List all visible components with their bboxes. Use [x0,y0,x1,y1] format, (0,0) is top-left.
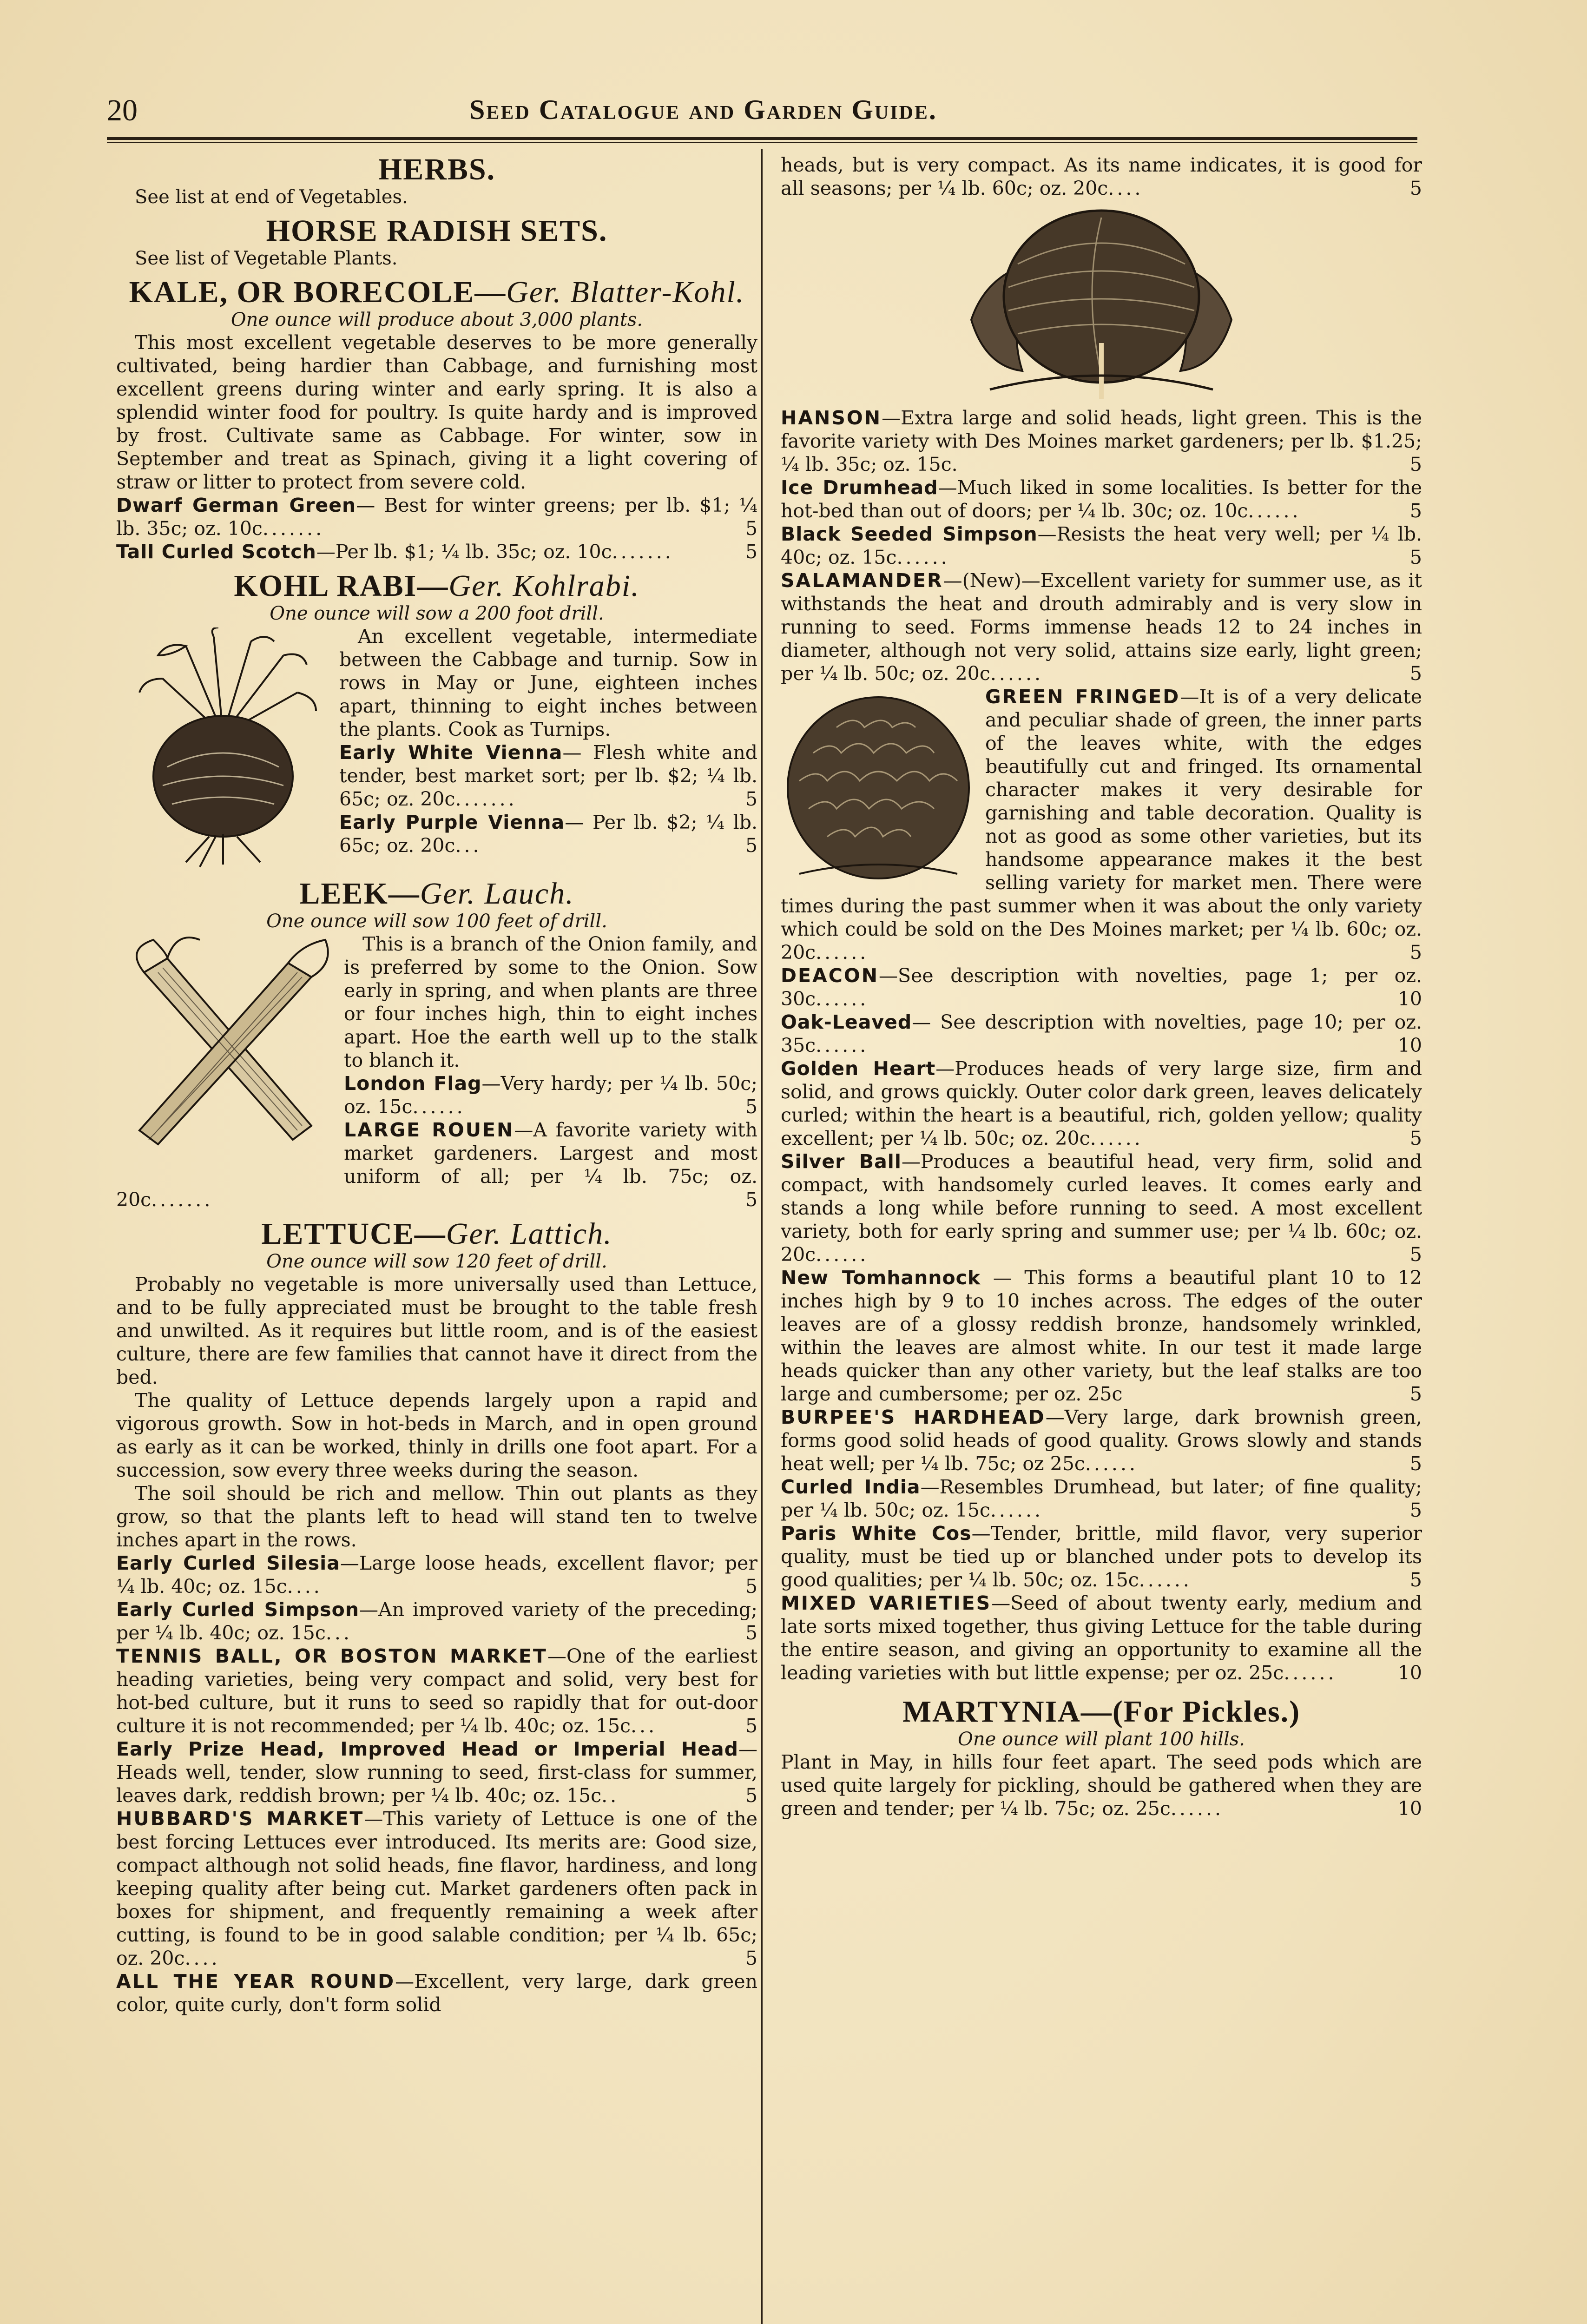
variety-text: —Produces a beautiful head, very firm, solid and compact, with handsomely curled leaves. It comes early and stands a long while before running to seed. A most excellent variety, both for early spring and summer use; per ¼ lb. 60c; oz. 20c [781,1150,1422,1266]
variety-name: Ice Drumhead [781,476,938,499]
kale-heading [116,276,757,309]
martynia-description: Plant in May, in hills four feet apart. The seed pods which are used quite largely for pickling, should be gathered when they are green and tender; per ¼ lb. 75c; oz. 25c...... 10 [781,1751,1422,1820]
variety-price: 10 [1397,988,1422,1010]
variety-price: 5 [1409,1383,1422,1405]
variety-name: LARGE ROUEN [344,1119,514,1141]
variety-price: 5 [1409,662,1422,685]
variety-name: Early White Vienna [339,741,563,764]
variety-price: 5 [745,1947,757,1969]
fringed-lettuce-engraving [781,688,976,888]
variety-text: —Produces heads of very large size, firm and solid, and grows quickly. Outer color dark green, leaves delicately curled; within the heart is a beautiful, rich, golden yellow; quality excellent; per ¼ lb. 50c; oz. 20c [781,1057,1422,1149]
kale-ounce-note: One ounce will produce about 3,000 plants. [230,309,643,330]
variety-price: 5 [1409,1127,1422,1149]
leek-heading [116,878,757,910]
kale-description: This most excellent vegetable deserves to be more generally cultivated, being hardier than Cabbage, and furnishing most excellent greens during winter and early spring. It is also a splendid winter food for poultry. Is quite hardy and is improved by frost. Cultivate same as Cabbage. For winter, sow in September and treat as Spinach, giving it a light covering of straw or litter to protect from severe cold. [116,331,757,493]
variety-text: —A favorite variety with market gardeners. Largest and most uniform of all; per ¼ lb. 75c; oz. 20c [116,1119,757,1211]
variety-name: BURPEE'S HARDHEAD [781,1406,1046,1428]
cabbage-lettuce-engraving [962,204,1241,403]
variety-name: Tall Curled Scotch [116,541,316,563]
list-item: Silver Ball—Produces a beautiful head, very firm, solid and compact, with handsomely curled leaves. It comes early and stands a long while before running to seed. A most excellent variety, both for early spring and summer use; per ¼ lb. 60c; oz. 20c...... 5 [781,1150,1422,1266]
left-column [116,153,757,2324]
variety-price: 5 [1409,1569,1422,1591]
variety-price: 5 [1409,1452,1422,1475]
variety-name: HUBBARD'S MARKET [116,1808,364,1830]
variety-name: Dwarf German Green [116,494,356,516]
variety-name: Early Purple Vienna [339,811,565,833]
list-item: London Flag—Very hardy; per ¼ lb. 50c; oz. 15c...... 5 [344,1072,757,1118]
variety-name: Black Seeded Simpson [781,523,1038,545]
kohlrabi-engraving [116,627,330,869]
variety-name: Curled India [781,1476,921,1498]
herbs-note: See list at end of Vegetables. [135,186,408,208]
running-title: Seed Catalogue and Garden Guide. [469,94,937,125]
list-item: TENNIS BALL, OR BOSTON MARKET—One of the earliest heading varieties, being very compact and solid, very best for hot-bed culture, but it runs to seed so rapidly that for out-door culture it is not recommended; per ¼ lb. 40c; oz. 15c... 5 [116,1645,757,1737]
variety-name: Early Prize Head, Improved Head or Imperial Head [116,1738,738,1760]
list-item: SALAMANDER—(New)—Excellent variety for summer use, as it withstands the heat and drouth admirably and is very slow in running to seed. Forms immense heads 12 to 24 inches in diameter, although not very solid, attains size early, light green; per ¼ lb. 50c; oz. 20c...... 5 [781,569,1422,685]
variety-text: — Per lb. $2; ¼ lb. 65c; oz. 20c [339,811,757,857]
list-item: MIXED VARIETIES—Seed of about twenty early, medium and late sorts mixed together, thus giving Lettuce for the table during the entire season, and giving an opportunity to examine all the leading varieties with but little expense; per oz. 25c...... 10 [781,1592,1422,1684]
variety-name: GREEN FRINGED [985,686,1180,708]
lettuce-paragraph-3: The soil should be rich and mellow. Thin out plants as they grow, so that the plants left to head will stand ten to twelve inches apart in the rows. [116,1482,757,1551]
page-header [107,93,1417,135]
variety-price: 10 [1397,1034,1422,1056]
martynia-price: 10 [1397,1797,1422,1820]
list-item: BURPEE'S HARDHEAD—Very large, dark brownish green, forms good solid heads of good quality. Grows slowly and stands heat well; per ¼ lb. 75c; oz 25c...... 5 [781,1406,1422,1475]
martynia-ounce-note: One ounce will plant 100 hills. [958,1729,1245,1750]
variety-text: — This forms a beautiful plant 10 to 12 inches high by 9 to 10 inches across. The edges of the outer leaves are of a glossy reddish bronze, handsomely wrinkled, within the leaves are almost white. In our test it made large heads quicker than any other variety, but the leaf stalks are too large and cumbersome; per oz. 25c [781,1267,1422,1405]
variety-text: —This variety of Lettuce is one of the best forcing Lettuces ever introduced. Its merits are: Good size, compact although not solid heads, fine flavor, hardiness, and long keeping quality after being cut. Market gardeners often pack in boxes for shipment, and frequently remaining a week after cutting, is found to be in good salable condition; per ¼ lb. 65c; oz. 20c [116,1808,757,1969]
variety-name: New Tomhannock [781,1267,981,1289]
lettuce-german: Ger. Lattich. [446,1217,612,1251]
lettuce-paragraph-2: The quality of Lettuce depends largely upon a rapid and vigorous growth. Sow in hot-beds in March, and in open ground as early as it can be worked, thinly in drills one foot apart. For a succession, sow every three weeks during the season. [116,1389,757,1481]
variety-text: — Flesh white and tender, best market sort; per lb. $2; ¼ lb. 65c; oz. 20c [339,741,757,810]
variety-name: Silver Ball [781,1150,902,1173]
variety-text: —Heads well, tender, slow running to seed, first-class for summer, leaves dark, reddish brown; per ¼ lb. 40c; oz. 15c [116,1738,757,1807]
list-item: Tall Curled Scotch—Per lb. $1; ¼ lb. 35c; oz. 10c....... 5 [116,541,757,563]
variety-name: MIXED VARIETIES [781,1592,992,1614]
variety-price: 5 [745,1575,757,1598]
right-column [781,153,1422,2324]
page-number: 20 [107,93,138,127]
list-item: Early Purple Vienna— Per lb. $2; ¼ lb. 65c; oz. 20c... 5 [339,811,757,857]
list-item: Oak-Leaved— See description with novelties, page 10; per oz. 35c...... 10 [781,1011,1422,1056]
list-item: Early White Vienna— Flesh white and tender, best market sort; per lb. $2; ¼ lb. 65c; oz. 20c....... 5 [339,741,757,810]
variety-text: —Extra large and solid heads, light green. This is the favorite variety with Des Moines market gardeners; per lb. $1.25; ¼ lb. 35c; oz. 15c. [781,407,1422,475]
variety-price: 5 [1409,1499,1422,1521]
variety-text: —Very hardy; per ¼ lb. 50c; oz. 15c [344,1072,757,1118]
variety-name: Paris White Cos [781,1522,972,1545]
variety-text: —(New)—Excellent variety for summer use, as it withstands the heat and drouth admirably and is very slow in running to seed. Forms immense heads 12 to 24 inches in diameter, although not very solid, attains size early, light green; per ¼ lb. 50c; oz. 20c [781,569,1422,685]
list-item [116,1970,757,2016]
kale-title: KALE, OR BORECOLE— [129,275,507,309]
variety-text: —See description with novelties, page 1; per oz. 30c [781,964,1422,1010]
variety-price: 5 [1409,941,1422,964]
leek-ounce-note: One ounce will sow 100 feet of drill. [266,911,607,932]
variety-text: — See description with novelties, page 10; per oz. 35c [781,1011,1422,1056]
variety-price: 5 [745,1784,757,1807]
variety-name: Early Curled Simpson [116,1598,360,1621]
lettuce-title: LETTUCE— [261,1217,446,1251]
herbs-heading: HERBS. [378,153,496,186]
list-item: Dwarf German Green— Best for winter greens; per lb. $1; ¼ lb. 35c; oz. 10c....... 5 [116,494,757,540]
header-rule [107,137,1417,140]
horse-radish-heading: HORSE RADISH SETS. [266,214,608,248]
variety-name: Oak-Leaved [781,1011,912,1033]
variety-text: —Much liked in some localities. Is better for the hot-bed than out of doors; per ¼ lb. 30c; oz. 10c [781,476,1422,522]
list-item: LARGE ROUEN—A favorite variety with market gardeners. Largest and most uniform of all; per ¼ lb. 75c; oz. 20c....... 5 [116,1119,757,1211]
leek-engraving [116,935,335,1168]
horse-radish-note: See list of Vegetable Plants. [135,248,398,269]
variety-text: —Large loose heads, excellent flavor; per ¼ lb. 40c; oz. 15c [116,1552,757,1598]
variety-name: ALL THE YEAR ROUND [116,1970,395,1993]
variety-name: HANSON [781,407,882,429]
variety-price: 5 [745,517,757,540]
variety-price: 5 [1409,453,1422,475]
list-item: Black Seeded Simpson—Resists the heat very well; per ¼ lb. 40c; oz. 15c...... 5 [781,523,1422,568]
variety-price: 5 [1409,500,1422,522]
leek-german: Ger. Lauch. [420,877,574,911]
list-item: DEACON—See description with novelties, page 1; per oz. 30c...... 10 [781,964,1422,1010]
variety-text: —Resists the heat very well; per ¼ lb. 40c; oz. 15c [781,523,1422,568]
list-item: Ice Drumhead—Much liked in some localities. Is better for the hot-bed than out of doors; per ¼ lb. 30c; oz. 10c...... 5 [781,476,1422,522]
variety-text: —It is of a very delicate and peculiar shade of green, the inner parts of the leaves white, with the edges beautifully cut and fringed. Its ornamental character makes it very desirable for garnishing and table decoration. Quality is not as good as some other varieties, but its handsome appearance makes it the best selling variety for market men. There were times during the past summer when it was about the only variety which could be sold on the Des Moines market; per ¼ lb. 60c; oz. 20c [781,686,1422,964]
continued-price: 5 [1409,177,1422,199]
variety-name: SALAMANDER [781,569,943,592]
variety-text: —Excellent, very large, dark green color, quite curly, don't form solid [116,1970,757,2016]
list-item: Curled India—Resembles Drumhead, but later; of fine quality; per ¼ lb. 50c; oz. 15c...... 5 [781,1476,1422,1521]
variety-price: 5 [745,1188,757,1211]
variety-text: —Resembles Drumhead, but later; of fine quality; per ¼ lb. 50c; oz. 15c [781,1476,1422,1521]
variety-price: 5 [745,788,757,810]
variety-text: —Tender, brittle, mild flavor, very superior quality, must be tied up or blanched under pots to develop its good qualities; per ¼ lb. 50c; oz. 15c [781,1522,1422,1591]
variety-price: 5 [1409,1243,1422,1266]
kohl-title: KOHL RABI— [234,569,449,603]
variety-price: 5 [745,1715,757,1737]
lettuce-heading [116,1218,757,1250]
continued-text: heads, but is very compact. As its name indicates, it is good for all seasons; per ¼ lb. 60c; oz. 20c [781,154,1422,199]
list-item: Early Prize Head, Improved Head or Imperial Head—Heads well, tender, slow running to seed, first-class for summer, leaves dark, reddish brown; per ¼ lb. 40c; oz. 15c.. 5 [116,1738,757,1807]
variety-name: Early Curled Silesia [116,1552,340,1574]
variety-price: 5 [745,1096,757,1118]
variety-price: 10 [1397,1662,1422,1684]
list-item: GREEN FRINGED—It is of a very delicate and peculiar shade of green, the inner parts of the leaves white, with the edges beautifully cut and fringed. Its ornamental character makes it very desirable for garnishing and table decoration. Quality is not as good as some other varieties, but its handsome appearance makes it the best selling variety for market men. There were times during the past summer when it was about the only variety which could be sold on the Des Moines market; per ¼ lb. 60c; oz. 20c...... 5 [781,686,1422,964]
martynia-text: Plant in May, in hills four feet apart. The seed pods which are used quite largely for pickling, should be gathered when they are green and tender; per ¼ lb. 75c; oz. 25c [781,1751,1422,1820]
kohl-description: An excellent vegetable, intermediate between the Cabbage and turnip. Sow in rows in May or June, eighteen inches apart, thinning to eight inches between the plants. Cook as Turnips. [339,625,757,740]
variety-text: —One of the earliest heading varieties, being very compact and solid, very best for hot-bed culture, but it runs to seed so rapidly that for out-door culture it is not recommended; per ¼ lb. 40c; oz. 15c [116,1645,757,1737]
list-item: HUBBARD'S MARKET—This variety of Lettuce is one of the best forcing Lettuces ever introduced. Its merits are: Good size, compact although not solid heads, fine flavor, hardiness, and long keeping quality after being cut. Market gardeners often pack in boxes for shipment, and frequently remaining a week after cutting, is found to be in good salable condition; per ¼ lb. 65c; oz. 20c.... 5 [116,1808,757,1969]
column-divider [761,149,763,2324]
kohl-german: Ger. Kohlrabi. [448,569,640,603]
list-item: Golden Heart—Produces heads of very large size, firm and solid, and grows quickly. Outer color dark green, leaves delicately curled; within the heart is a beautiful, rich, golden yellow; quality excellent; per ¼ lb. 50c; oz. 20c...... 5 [781,1057,1422,1149]
kale-german: Ger. Blatter-Kohl. [506,275,745,309]
variety-name: DEACON [781,964,879,987]
leek-description: This is a branch of the Onion family, and is preferred by some to the Onion. Sow early in spring, and when plants are three or four inches high, thin to eight inches apart. Hoe the earth well up to the stalk to blanch it. [344,933,757,1071]
leek-title: LEEK— [299,877,420,911]
list-item: Early Curled Simpson—An improved variety of the preceding; per ¼ lb. 40c; oz. 15c... 5 [116,1598,757,1644]
variety-text: —Seed of about twenty early, medium and late sorts mixed together, thus giving Lettuce for the table during the entire season, and giving an opportunity to examine all the leading varieties with but little expense; per oz. 25c [781,1592,1422,1684]
variety-text: —An improved variety of the preceding; per ¼ lb. 40c; oz. 15c [116,1598,757,1644]
variety-text: — Best for winter greens; per lb. $1; ¼ lb. 35c; oz. 10c [116,494,757,540]
variety-name: TENNIS BALL, OR BOSTON MARKET [116,1645,547,1667]
lettuce-ounce-note: One ounce will sow 120 feet of drill. [266,1251,607,1272]
variety-price: 5 [745,541,757,563]
list-item [781,406,1422,476]
continued-entry: heads, but is very compact. As its name indicates, it is good for all seasons; per ¼ lb. 60c; oz. 20c.... 5 [781,154,1422,199]
variety-text: —Per lb. $1; ¼ lb. 35c; oz. 10c [316,541,612,563]
variety-price: 5 [1409,546,1422,568]
list-item: Early Curled Silesia—Large loose heads, excellent flavor; per ¼ lb. 40c; oz. 15c.... 5 [116,1552,757,1598]
kohl-ounce-note: One ounce will sow a 200 foot drill. [270,603,604,624]
list-item [781,1266,1422,1406]
variety-text: —Very large, dark brownish green, forms good solid heads of good quality. Grows slowly and stands heat well; per ¼ lb. 75c; oz 25c [781,1406,1422,1475]
variety-price: 5 [745,1622,757,1644]
list-item: Paris White Cos—Tender, brittle, mild flavor, very superior quality, must be tied up or blanched under pots to develop its good qualities; per ¼ lb. 50c; oz. 15c...... 5 [781,1522,1422,1591]
lettuce-paragraph-1: Probably no vegetable is more universally used than Lettuce, and to be fully appreciated must be brought to the table fresh and unwilted. As it requires but little room, and is of the easiest culture, there are few families that cannot have it direct from the bed. [116,1273,757,1388]
header-rule-thin [107,142,1417,143]
variety-price: 5 [745,834,757,857]
variety-name: London Flag [344,1072,482,1095]
variety-name: Golden Heart [781,1057,936,1080]
kohl-rabi-heading [116,570,757,602]
martynia-heading: MARTYNIA—(For Pickles.) [902,1695,1301,1729]
